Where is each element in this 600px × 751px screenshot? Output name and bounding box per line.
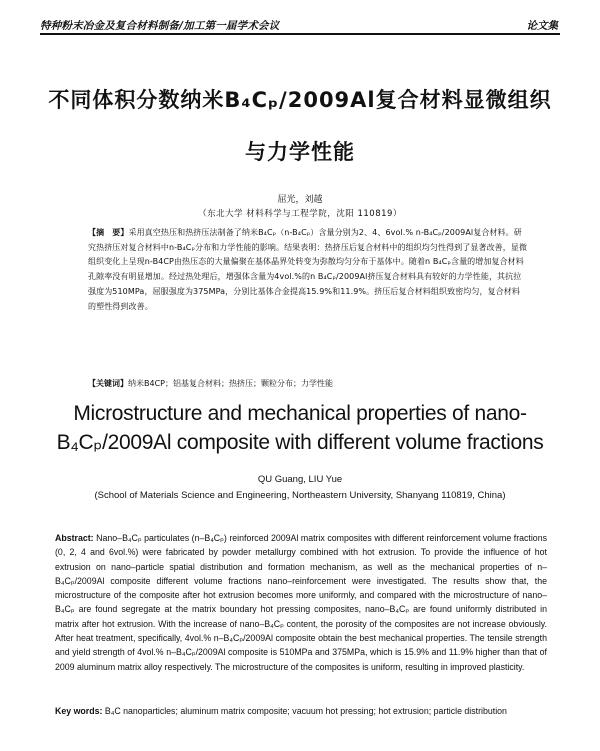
header-conference-name: 特种粉末冶金及复合材料制备/加工第一届学术会议 xyxy=(40,20,280,32)
header-proceedings-label: 论文集 xyxy=(526,20,558,32)
chinese-abstract-text: 采用真空热压和热挤压法制备了纳米B₄Cₚ（n-B₄Cₚ）含量分别为2、4、6vol.% n-B₄Cₚ/2009Al复合材料。研究热挤压对复合材料中n-B₄Cₚ分布和力学性能的影响。结果表明：热挤压后复合材料中的组织均匀性得到了显著改善，显微组织变化上呈现n-B4CP由热压态的大量偏聚在基体晶界处转变为弥散均匀分布于基体中。随着n B₄Cₚ含量的增加复合材料孔隙率没有明显增加。经过热处理后，增强体含量为4vol.%的n B₄Cₚ/2009Al挤压复合材料具有较好的力学性能，其抗拉强度为510MPa，屈服强度为375MPa，分别比基体合金提高15.9%和11.9%。挤压后复合材料组织致密均匀，复合材料的塑性得到改善。 xyxy=(88,228,528,311)
english-keywords xyxy=(55,704,547,718)
english-title-line-1: Microstructure and mechanical properties of nano- xyxy=(73,402,527,425)
english-abstract-text: Nano–B₄Cₚ particulates (n–B₄Cₚ) reinforced 2009Al matrix composites with different reinforcement volume fractions (0, 2, 4 and 6vol.%) were fabricated by powder metallurgy combined with hot extrusion. To provide the influence of hot extrusion on nano–particle spatial distribution and formation mechanism, as well as the mechanical properties of n–B₄Cₚ/2009Al composite different volume fractions nano–reinforcement were investigated. The results show that, the microstructure of the composite after hot extrusion becomes more uniformly, and compared with the microstructure of nano–B₄Cₚ are found segregate at the matrix boundary hot pressing composites, nano–B₄Cₚ are found uniformly distributed in matrix after hot extrusion. With the increase of nano–B₄Cₚ content, the porosity of the composites are not increase obviously. After heat treatment, specifically, 4vol.% n–B₄Cₚ/2009Al composite obtain the best mechanical properties. The tensile strength and yield strength of 4vol.% n–B₄Cₚ/2009Al composite is 510MPa and 375MPa, which is 15.9% and 11.9% higher than that of 2009 aluminum matrix alloy respectively. The microstructure of the composites is uniform, resulting in improved plasticity. xyxy=(55,533,547,672)
english-affiliation: (School of Materials Science and Engineering, Northeastern University, Shanyang 110819, China) xyxy=(94,490,506,501)
english-abstract-label: Abstract: xyxy=(55,533,94,543)
english-abstract xyxy=(55,531,547,674)
english-keywords-label: Key words: xyxy=(55,706,103,716)
english-authors: QU Guang, LIU Yue xyxy=(257,474,343,485)
chinese-title-line-2: 与力学性能 xyxy=(245,140,355,164)
running-header xyxy=(40,18,560,34)
chinese-authors: 屈光，刘越 xyxy=(277,195,323,205)
chinese-title-line-1: 不同体积分数纳米B₄Cₚ/2009Al复合材料显微组织 xyxy=(48,88,552,112)
chinese-keywords-text: 纳米B4CP；铝基复合材料；热挤压；颗粒分布；力学性能 xyxy=(128,379,333,388)
chinese-abstract-label: 【摘 要】 xyxy=(88,228,129,237)
english-keywords-text: B₄C nanoparticles; aluminum matrix composite; vacuum hot pressing; hot extrusion; particle distribution xyxy=(104,706,507,716)
english-title-line-2: B₄Cₚ/2009Al composite with different volume fractions xyxy=(56,431,544,454)
chinese-affiliation: （东北大学 材料科学与工程学院，沈阳 110819） xyxy=(198,209,402,219)
chinese-keywords xyxy=(88,378,528,389)
chinese-keywords-label: 【关键词】 xyxy=(88,379,128,388)
chinese-abstract xyxy=(88,226,528,314)
header-rule xyxy=(40,33,560,35)
